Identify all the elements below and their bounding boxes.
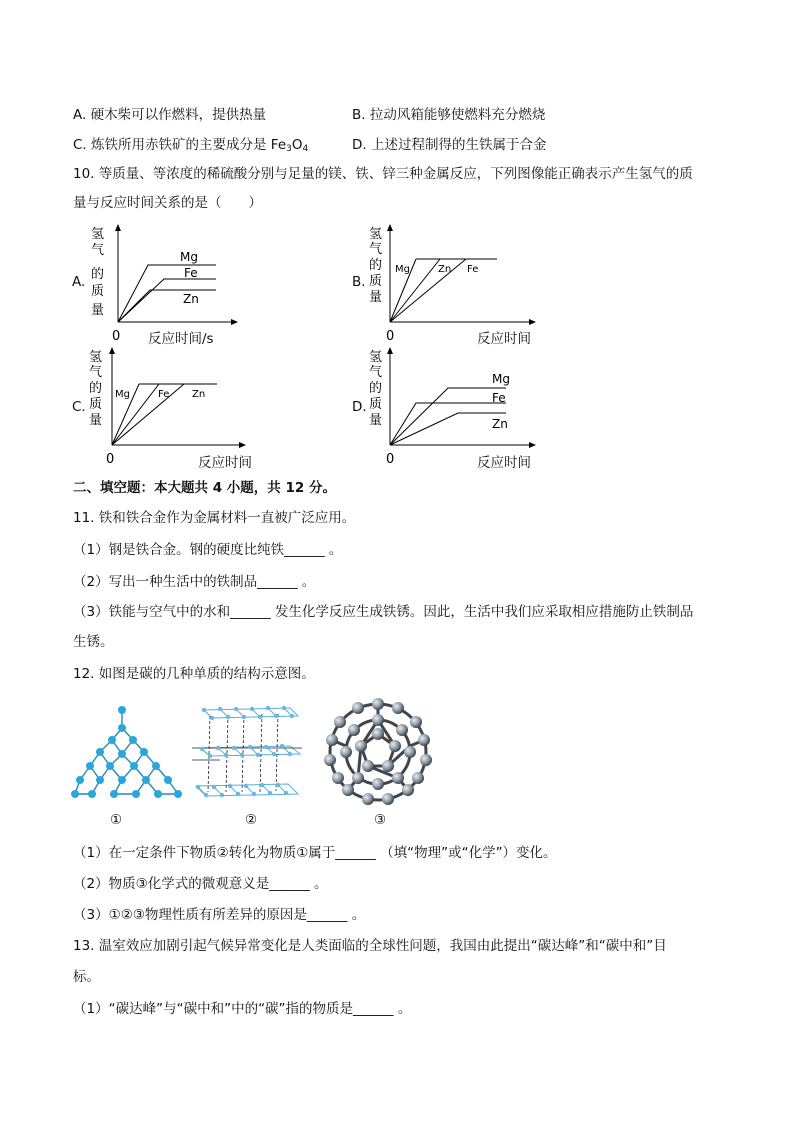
- ylabel-char: 的: [369, 258, 383, 273]
- ylabel-char: 量: [369, 413, 383, 428]
- x-axis-arrow: [529, 442, 536, 448]
- subscript: 4: [302, 144, 309, 154]
- ylabel-char: 的: [369, 381, 383, 396]
- x-axis-arrow: [529, 319, 536, 325]
- graph-a-xlabel: 反应时间/s: [148, 331, 214, 347]
- section-heading: 二、填空题：本大题共 4 小题，共 12 分。: [73, 480, 336, 496]
- y-axis-arrow: [109, 347, 115, 354]
- label-mg: Mg: [115, 389, 130, 400]
- x-axis-arrow: [239, 442, 246, 448]
- question-13-line1: 13. 温室效应加剧引起气候异常变化是人类面临的全球性问题，我国由此提出“碳达峰”和“碳中和”目: [73, 938, 667, 954]
- ylabel-char: 气: [369, 242, 383, 257]
- figure-label-1: ①: [110, 812, 123, 828]
- option-9d: D. 上述过程制得的生铁属于合金: [352, 137, 547, 153]
- graphite-structure-figure: [190, 702, 302, 802]
- ylabel-char: 氢: [89, 350, 103, 365]
- graph-a-letter: A.: [72, 274, 86, 290]
- graph-b-xlabel: 反应时间: [477, 331, 531, 347]
- y-axis-arrow: [387, 224, 393, 231]
- question-12-part3: （3）①②③物理性质有所差异的原因是______ 。: [73, 907, 366, 923]
- label-mg: Mg: [180, 250, 198, 264]
- graph-d-ylabel: [369, 350, 382, 428]
- ylabel-char: 质: [91, 284, 105, 299]
- y-axis-arrow: [115, 224, 121, 231]
- question-13-part1: （1）“碳达峰”与“碳中和”中的“碳”指的物质是______ 。: [73, 1001, 412, 1017]
- label-zn: Zn: [438, 264, 452, 275]
- question-13-line2: 标。: [73, 969, 100, 985]
- label-mg: Mg: [395, 264, 410, 275]
- origin: 0: [386, 452, 395, 467]
- graph-b-letter: B.: [352, 274, 366, 290]
- figure-label-2: ②: [245, 812, 258, 828]
- ylabel-char: 气: [89, 365, 103, 380]
- question-11-part2: （2）写出一种生活中的铁制品______ 。: [73, 574, 316, 590]
- origin: 0: [112, 329, 121, 344]
- graph-b-ylabel: [369, 227, 382, 305]
- origin: 0: [106, 452, 115, 467]
- option-9c: [73, 133, 308, 154]
- question-11-stem: 11. 铁和铁合金作为金属材料一直被广泛应用。: [73, 510, 356, 526]
- question-12-part1: （1）在一定条件下物质②转化为物质①属于______ （填“物理”或“化学”）变化。: [73, 845, 557, 861]
- subscript: 3: [286, 144, 292, 154]
- diamond-structure-figure: [70, 702, 182, 802]
- ylabel-char: 气: [91, 243, 105, 258]
- graph-d-xlabel: 反应时间: [477, 455, 531, 471]
- origin: 0: [386, 329, 395, 344]
- ylabel-char: 量: [89, 413, 103, 428]
- line-fe: [118, 279, 216, 322]
- ylabel-char: 量: [91, 303, 105, 318]
- figure-label-3: ③: [374, 812, 387, 828]
- label-zn: Zn: [183, 292, 199, 306]
- question-12-stem: 12. 如图是碳的几种单质的结构示意图。: [73, 666, 315, 682]
- ylabel-char: 的: [91, 267, 105, 282]
- x-axis-arrow: [231, 319, 238, 325]
- graph-c-ylabel: [89, 350, 102, 428]
- label-fe: Fe: [492, 391, 506, 405]
- line-fe: [390, 403, 506, 445]
- question-11-part3-line2: 生锈。: [73, 634, 114, 650]
- ylabel-char: 质: [369, 274, 383, 289]
- ylabel-char: 氢: [369, 227, 383, 242]
- ylabel-char: 氢: [369, 350, 383, 365]
- ylabel-char: 质: [369, 397, 383, 412]
- graph-a-ylabel: [91, 227, 104, 318]
- graph-c-xlabel: 反应时间: [198, 455, 252, 471]
- question-10-line1: 10. 等质量、等浓度的稀硫酸分别与足量的镁、铁、锌三种金属反应，下列图像能正确表示产生氢气的质: [73, 166, 693, 182]
- label-mg: Mg: [492, 372, 510, 386]
- question-12-part2: （2）物质③化学式的微观意义是______ 。: [73, 876, 328, 892]
- graph-d-letter: D.: [352, 399, 367, 415]
- label-zn: Zn: [492, 417, 508, 431]
- option-9b: B. 拉动风箱能够使燃料充分燃烧: [352, 107, 546, 123]
- line-mg: [118, 265, 216, 322]
- option-9c-text: C. 炼铁所用赤铁矿的主要成分是 Fe: [73, 137, 287, 153]
- question-11-part1: （1）钢是铁合金。钢的硬度比纯铁______ 。: [73, 542, 343, 558]
- question-11-part3-line1: （3）铁能与空气中的水和______ 发生化学反应生成铁锈。因此，生活中我们应采取相应措施防止铁制品: [73, 604, 694, 620]
- label-zn: Zn: [192, 389, 206, 400]
- ylabel-char: 气: [369, 365, 383, 380]
- option-9c-o: O: [291, 137, 303, 153]
- option-9a: A. 硬木柴可以作燃料，提供热量: [73, 107, 267, 123]
- ylabel-char: 质: [89, 397, 103, 412]
- question-10-line2: 量与反应时间关系的是（ ）: [73, 195, 262, 211]
- ylabel-char: 量: [369, 290, 383, 305]
- ylabel-char: 的: [89, 381, 103, 396]
- label-fe: Fe: [158, 389, 170, 400]
- c60-structure-figure: [322, 696, 434, 808]
- graph-c-letter: C.: [72, 399, 86, 415]
- y-axis-arrow: [387, 347, 393, 354]
- ylabel-char: 氢: [91, 227, 105, 242]
- label-fe: Fe: [184, 266, 198, 280]
- label-fe: Fe: [467, 264, 479, 275]
